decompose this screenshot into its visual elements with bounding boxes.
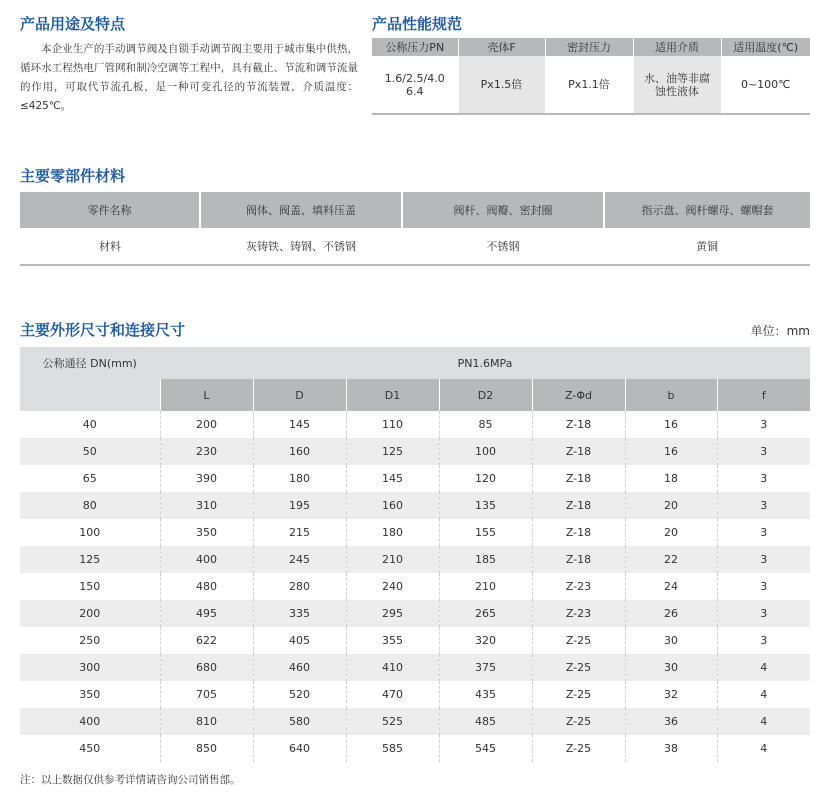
- dim-cell: 460: [253, 654, 346, 681]
- dim-cell: 36: [625, 708, 717, 735]
- dim-cell: 230: [160, 438, 253, 465]
- dim-cell: 4: [717, 735, 810, 762]
- dn-cell: 300: [20, 654, 160, 681]
- dim-cell: 520: [253, 681, 346, 708]
- table-row: [20, 519, 810, 546]
- dim-cell: 585: [346, 735, 439, 762]
- perf-header-cell: 适用介质: [633, 38, 721, 56]
- dim-cell: 20: [625, 492, 717, 519]
- dim-subheader-cell: D2: [439, 379, 532, 411]
- dim-cell: 85: [439, 411, 532, 438]
- dim-cell: 810: [160, 708, 253, 735]
- mat-header-cell: 指示盘、阀杆螺母、螺帽套: [604, 192, 810, 228]
- dim-cell: 135: [439, 492, 532, 519]
- dim-cell: 355: [346, 627, 439, 654]
- dim-cell: 265: [439, 600, 532, 627]
- table-row: [20, 465, 810, 492]
- dim-cell: 18: [625, 465, 717, 492]
- dim-subheader-cell: L: [160, 379, 253, 411]
- footnote: 注：以上数据仅供参考详情请咨询公司销售部。: [20, 774, 241, 786]
- mat-cell: 不锈钢: [402, 228, 604, 265]
- dim-cell: 210: [346, 546, 439, 573]
- dim-cell: 210: [439, 573, 532, 600]
- dim-cell: 375: [439, 654, 532, 681]
- dim-cell: Z-25: [532, 627, 625, 654]
- table-row: [20, 600, 810, 627]
- dim-cell: 3: [717, 573, 810, 600]
- unit-label: 单位：mm: [750, 324, 810, 338]
- dn-cell: 40: [82, 418, 97, 431]
- dimensions-body: [20, 411, 810, 762]
- dim-cell: 410: [346, 654, 439, 681]
- dim-cell: Z-18: [532, 465, 625, 492]
- dim-cell: 480: [160, 573, 253, 600]
- dim-cell: 145: [253, 411, 346, 438]
- dim-cell: 622: [160, 627, 253, 654]
- perf-header-cell: 适用温度(℃): [721, 38, 810, 56]
- dn-cell: 125: [20, 546, 160, 573]
- perf-cell-shell: Px1.5倍: [458, 56, 545, 114]
- dimensions-title: 主要外形尺寸和连接尺寸: [20, 321, 186, 339]
- table-row: [20, 654, 810, 681]
- dim-cell: 120: [439, 465, 532, 492]
- dim-cell: 495: [160, 600, 253, 627]
- dim-cell: Z-25: [532, 708, 625, 735]
- dim-cell: 3: [717, 465, 810, 492]
- dim-cell: 200: [160, 411, 253, 438]
- dim-cell: 705: [160, 681, 253, 708]
- usage-description: 本企业生产的手动调节阀及自锁手动调节阀主要用于城市集中供热，循环水工程热电厂管网和制冷空调等工程中，具有截止、节流和调节流量的作用，可取代节流孔板，是一种可变孔径的节流装置，介质温度：≤425℃。: [20, 43, 358, 112]
- dim-cell: 310: [160, 492, 253, 519]
- dim-cell: Z-18: [532, 546, 625, 573]
- dim-subheader-cell: D: [253, 379, 346, 411]
- dim-cell: 125: [346, 438, 439, 465]
- dim-cell: 580: [253, 708, 346, 735]
- pn-header: PN1.6MPa: [160, 347, 810, 379]
- dim-cell: Z-18: [532, 492, 625, 519]
- table-row: [20, 681, 810, 708]
- mat-header-cell: 阀体、阀盖、填料压盖: [200, 192, 402, 228]
- dim-cell: Z-18: [532, 411, 625, 438]
- table-row: [20, 573, 810, 600]
- perf-header-cell: 壳体F: [458, 38, 545, 56]
- mat-header-cell: 阀杆、阀瓣、密封圈: [402, 192, 604, 228]
- dim-cell: 38: [625, 735, 717, 762]
- dim-cell: Z-18: [532, 519, 625, 546]
- perf-cell-temperature: 0~100℃: [721, 56, 810, 114]
- dim-cell: 3: [717, 519, 810, 546]
- dim-cell: 26: [625, 600, 717, 627]
- table-row: [20, 708, 810, 735]
- dn-cell: 250: [79, 634, 101, 647]
- dim-cell: 295: [346, 600, 439, 627]
- dim-cell: 390: [160, 465, 253, 492]
- dn-cell: 150: [79, 580, 101, 593]
- dim-cell: 245: [253, 546, 346, 573]
- materials-title: 主要零部件材料: [20, 167, 126, 185]
- dim-cell: 3: [717, 438, 810, 465]
- mat-cell: 材料: [20, 228, 200, 265]
- dim-cell: 160: [253, 438, 346, 465]
- table-row: [20, 411, 810, 438]
- dim-cell: 110: [346, 411, 439, 438]
- dim-cell: 3: [717, 492, 810, 519]
- dim-cell: 525: [346, 708, 439, 735]
- perf-cell-medium: 水、油等非腐蚀性液体: [633, 56, 721, 114]
- dim-cell: 180: [346, 519, 439, 546]
- dim-cell: 240: [346, 573, 439, 600]
- dim-subheader-cell: f: [717, 379, 810, 411]
- dn-cell: 80: [20, 492, 160, 519]
- dim-subheader-cell: b: [625, 379, 717, 411]
- dim-cell: 350: [160, 519, 253, 546]
- mat-cell: 灰铸铁、铸钢、不锈钢: [200, 228, 402, 265]
- perf-cell-pressure: 1.6/2.5/4.0 6.4: [372, 56, 458, 114]
- dim-cell: 3: [717, 411, 810, 438]
- dim-cell: 195: [253, 492, 346, 519]
- dn-cell: 450: [79, 742, 101, 755]
- dim-cell: 185: [439, 546, 532, 573]
- dim-cell: 100: [439, 438, 532, 465]
- perf-header-cell: 密封压力: [545, 38, 633, 56]
- dim-cell: 160: [346, 492, 439, 519]
- table-row: [20, 546, 810, 573]
- dim-cell: Z-25: [532, 654, 625, 681]
- dim-cell: 155: [439, 519, 532, 546]
- dim-cell: 4: [717, 681, 810, 708]
- dim-cell: 180: [253, 465, 346, 492]
- dim-cell: 485: [439, 708, 532, 735]
- table-row: [20, 627, 810, 654]
- dim-cell: 215: [253, 519, 346, 546]
- dim-cell: 850: [160, 735, 253, 762]
- dim-cell: 680: [160, 654, 253, 681]
- mat-header-cell: 零件名称: [20, 192, 200, 228]
- dim-cell: 280: [253, 573, 346, 600]
- dn-cell: 400: [20, 708, 160, 735]
- dim-cell: 4: [717, 708, 810, 735]
- materials-table: [20, 192, 810, 266]
- dim-cell: 3: [717, 600, 810, 627]
- mat-row: [20, 228, 810, 265]
- dim-cell: 320: [439, 627, 532, 654]
- performance-table: [372, 38, 810, 115]
- perf-cell-seal: Px1.1倍: [545, 56, 633, 114]
- usage-title: 产品用途及特点: [20, 15, 126, 33]
- dim-cell: 3: [717, 546, 810, 573]
- dn-cell: 350: [79, 688, 101, 701]
- dim-cell: 22: [625, 546, 717, 573]
- dim-cell: Z-18: [532, 438, 625, 465]
- dim-cell: Z-25: [532, 735, 625, 762]
- dim-cell: 335: [253, 600, 346, 627]
- table-row: [20, 492, 810, 519]
- dn-cell: 200: [20, 600, 160, 627]
- dim-cell: 20: [625, 519, 717, 546]
- dn-cell: 50: [20, 438, 160, 465]
- dim-subheader-cell: Z-Φd: [532, 379, 625, 411]
- dim-cell: 545: [439, 735, 532, 762]
- dim-cell: 470: [346, 681, 439, 708]
- table-row: [20, 735, 810, 762]
- dim-cell: Z-23: [532, 573, 625, 600]
- dim-cell: 24: [625, 573, 717, 600]
- table-row: [20, 438, 810, 465]
- dn-header: 公称通径 DN(mm): [20, 347, 160, 411]
- dim-cell: 3: [717, 627, 810, 654]
- dim-cell: 405: [253, 627, 346, 654]
- dim-cell: 16: [625, 411, 717, 438]
- dim-cell: 435: [439, 681, 532, 708]
- perf-header-cell: 公称压力PN: [372, 38, 458, 56]
- dim-cell: 400: [160, 546, 253, 573]
- dim-cell: 640: [253, 735, 346, 762]
- dim-cell: Z-23: [532, 600, 625, 627]
- dn-cell: 65: [82, 472, 97, 485]
- dim-cell: Z-25: [532, 681, 625, 708]
- perf-row: [372, 56, 810, 114]
- dim-cell: 32: [625, 681, 717, 708]
- dim-cell: 4: [717, 654, 810, 681]
- dim-subheader-cell: D1: [346, 379, 439, 411]
- dim-cell: 30: [625, 627, 717, 654]
- dim-cell: 16: [625, 438, 717, 465]
- dn-cell: 100: [79, 526, 101, 539]
- dim-cell: 30: [625, 654, 717, 681]
- dimensions-table: [20, 347, 810, 762]
- dim-cell: 145: [346, 465, 439, 492]
- mat-cell: 黄铜: [604, 228, 810, 265]
- performance-title: 产品性能规范: [372, 15, 463, 33]
